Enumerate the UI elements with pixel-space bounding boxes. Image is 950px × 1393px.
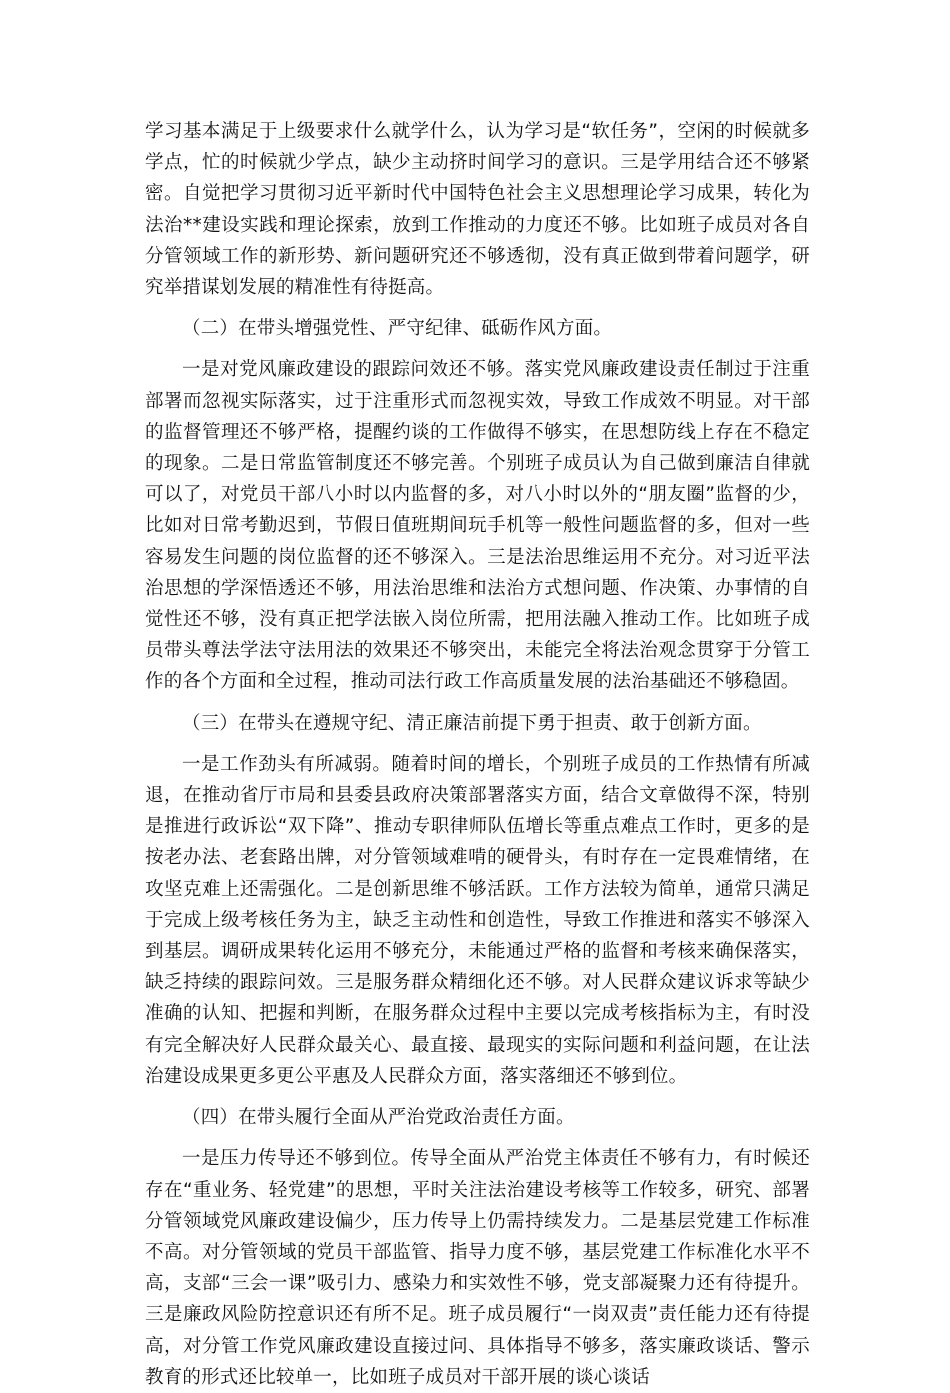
paragraph-section-2: 一是对党风廉政建设的跟踪问效还不够。落实党风廉政建设责任制过于注重部署而忽视实际落实，过于注重形式而忽视实效，导致工作成效不明显。对干部的监督管理还不够严格，提醒约谈的工作做得不够实，在思想防线上存在不稳定的现象。二是日常监管制度还不够完善。个别班子成员认为自己做到廉洁自律就可以了，对党员干部八小时以内监督的多，对八小时以外的“朋友圈”监督的少，比如对日常考勤迟到，节假日值班期间玩手机等一般性问题监督的多，但对一些容易发生问题的岗位监督的还不够深入。三是法治思维运用不充分。对习近平法治思想的学深悟透还不够，用法治思维和法治方式想问题、作决策、办事情的自觉性还不够，没有真正把学法嵌入岗位所需，把用法融入推动工作。比如班子成员带头尊法学法守法用法的效果还不够突出，未能完全将法治观念贯穿于分管工作的各个方面和全过程，推动司法行政工作高质量发展的法治基础还不够稳固。 xyxy=(145,359,810,693)
section-heading-3: （三）在带头在遵规守纪、清正廉洁前提下勇于担责、敢于创新方面。 xyxy=(182,712,762,734)
section-heading-2: （二）在带头增强党性、严守纪律、砥砺作风方面。 xyxy=(182,318,613,340)
paragraph-section-3: 一是工作劲头有所减弱。随着时间的增长，个别班子成员的工作热情有所减退，在推动省厅市局和县委县政府决策部署落实方面，结合文章做得不深，特别是推进行政诉讼“双下降”、推动专职律师队伍增长等重点难点工作时，更多的是按老办法、老套路出牌，对分管领域难啃的硬骨头，有时存在一定畏难情绪，在攻坚克难上还需强化。二是创新思维不够活跃。工作方法较为简单，通常只满足于完成上级考核任务为主，缺乏主动性和创造性，导致工作推进和落实不够深入到基层。调研成果转化运用不够充分，未能通过严格的监督和考核来确保落实，缺乏持续的跟踪问效。三是服务群众精细化还不够。对人民群众建议诉求等缺少准确的认知、把握和判断，在服务群众过程中主要以完成考核指标为主，有时没有完全解决好人民群众最关心、最直接、最现实的实际问题和利益问题，在让法治建设成果更多更公平惠及人民群众方面，落实落细还不够到位。 xyxy=(145,753,810,1087)
paragraph-continuation: 学习基本满足于上级要求什么就学什么，认为学习是“软任务”，空闲的时候就多学点，忙的时候就少学点，缺少主动挤时间学习的意识。三是学用结合还不够紧密。自觉把学习贯彻习近平新时代中国特色社会主义思想理论学习成果，转化为法治**建设实践和理论探索，放到工作推动的力度还不够。比如班子成员对各自分管领域工作的新形势、新问题研究还不够透彻，没有真正做到带着问题学，研究举措谋划发展的精准性有待挺高。 xyxy=(145,121,810,299)
paragraph-section-4: 一是压力传导还不够到位。传导全面从严治党主体责任不够有力，有时候还存在“重业务、轻党建”的思想，平时关注法治建设考核等工作较多，研究、部署分管领域党风廉政建设偏少，压力传导上仍需持续发力。二是基层党建工作标准不高。对分管领域的党员干部监管、指导力度不够，基层党建工作标准化水平不高，支部“三会一课”吸引力、感染力和实效性不够，党支部凝聚力还有待提升。三是廉政风险防控意识还有所不足。班子成员履行“一岗双责”责任能力还有待提高，对分管工作党风廉政建设直接过问、具体指导不够多，落实廉政谈话、警示教育的形式还比较单一，比如班子成员对干部开展的谈心谈话 xyxy=(145,1148,810,1388)
section-heading-4: （四）在带头履行全面从严治党政治责任方面。 xyxy=(182,1107,575,1129)
document-page xyxy=(145,116,810,1393)
